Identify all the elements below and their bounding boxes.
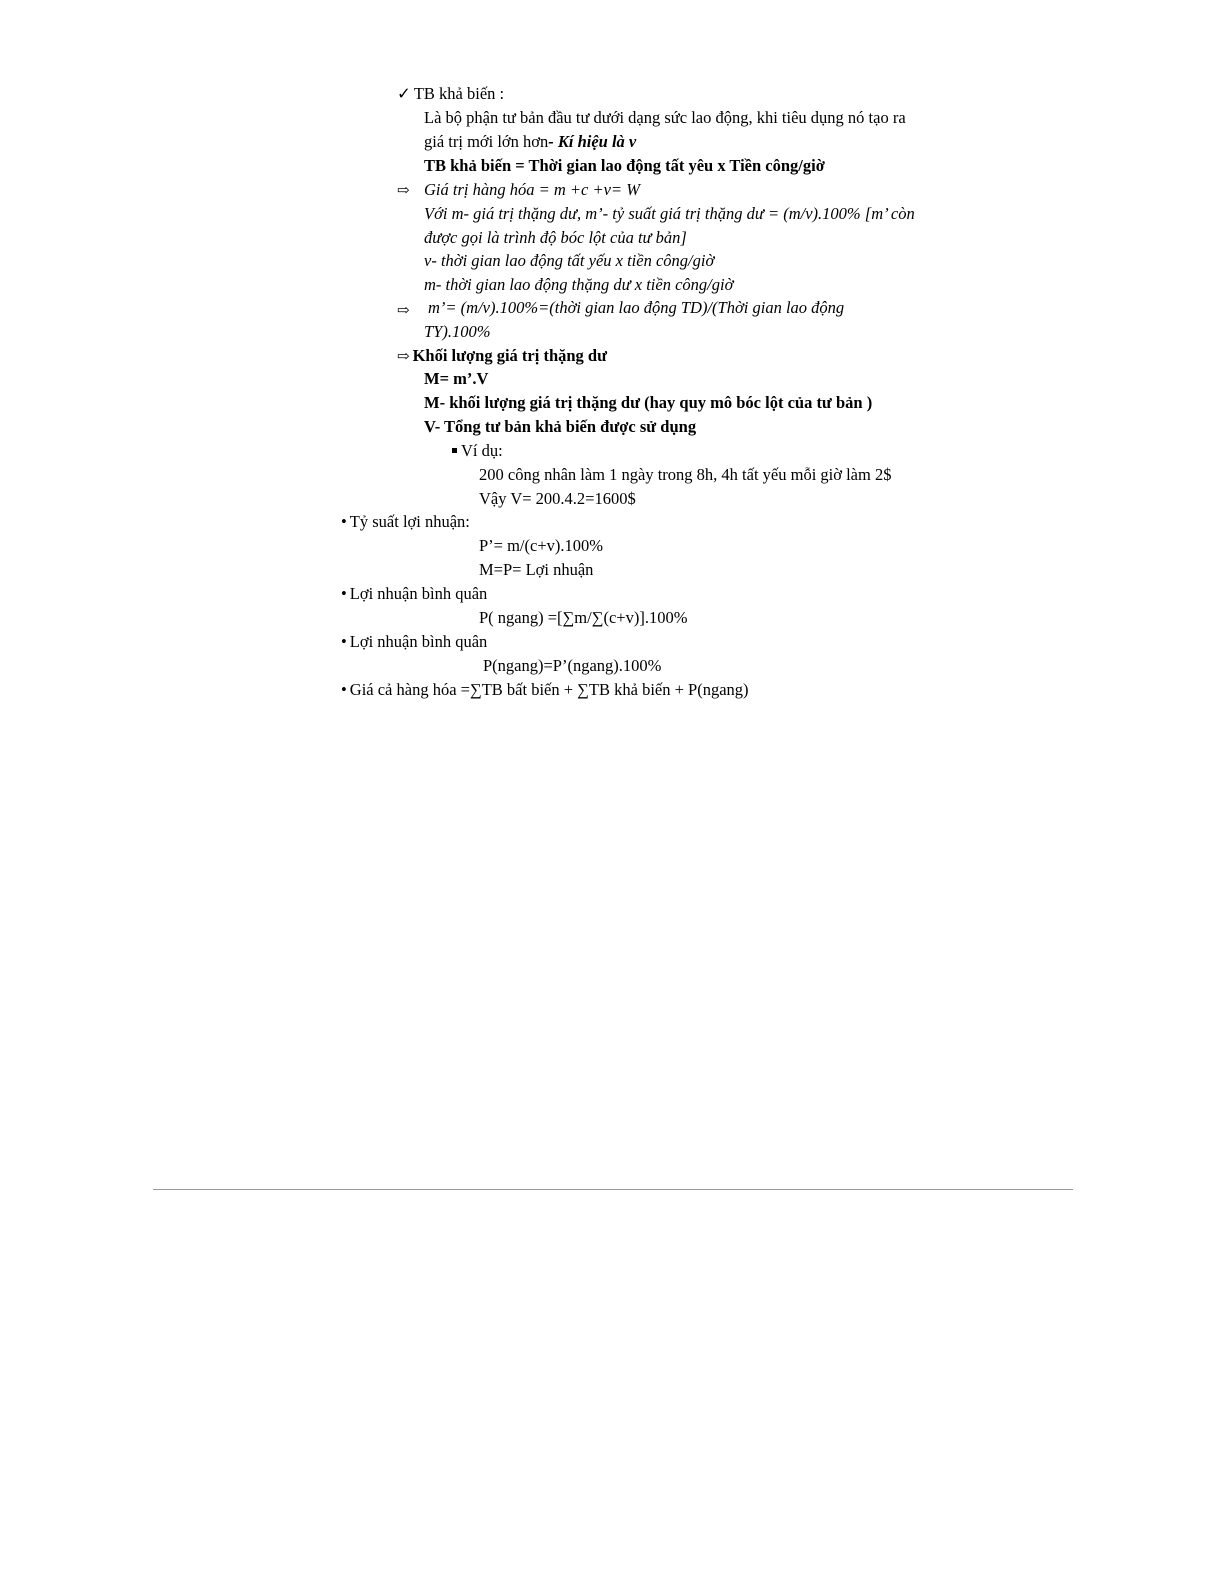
average-profit-formula-1: P( ngang) =[∑m/∑(c+v)].100% bbox=[479, 608, 688, 627]
bullet-icon: • bbox=[341, 512, 347, 531]
average-profit-formula-2: P(ngang)=P’(ngang).100% bbox=[483, 656, 662, 675]
example-line-1: 200 công nhân làm 1 ngày trong 8h, 4h tất yếu mỗi giờ làm 2$ bbox=[479, 465, 892, 484]
commodity-value-formula: Giá trị hàng hóa = m +c +v= W bbox=[424, 180, 640, 199]
arrow-right-icon: ⇨ bbox=[397, 183, 410, 199]
m-prime-formula-line-1: m’= (m/v).100%=(thời gian lao động TD)/(Thời gian lao động bbox=[428, 298, 845, 317]
arrow-right-icon: ⇨ bbox=[397, 349, 410, 365]
khoi-luong-heading: Khối lượng giá trị thặng dư bbox=[412, 346, 608, 365]
profit-rate-heading: Tỷ suất lợi nhuận: bbox=[349, 512, 470, 531]
definition-line-2 bbox=[424, 132, 636, 152]
example-label-row bbox=[452, 441, 503, 461]
v-definition: v- thời gian lao động tất yếu x tiền công/giờ bbox=[424, 251, 715, 270]
tb-kha-bien-heading-row bbox=[397, 84, 504, 104]
average-profit-heading-1: Lợi nhuận bình quân bbox=[349, 584, 488, 603]
tb-kha-bien-formula: TB khả biến = Thời gian lao động tất yêu x Tiền công/giờ bbox=[424, 156, 825, 175]
m-definition: m- thời gian lao động thặng dư x tiền công/giờ bbox=[424, 275, 734, 294]
M-formula: M= m’.V bbox=[424, 369, 489, 388]
surplus-definition-line-1: Với m- giá trị thặng dư, m’- tỷ suất giá trị thặng dư = (m/v).100% [m’ còn bbox=[424, 204, 915, 223]
khoi-luong-heading-row bbox=[397, 346, 607, 367]
V-definition: V- Tổng tư bản khả biến được sử dụng bbox=[424, 417, 697, 436]
average-profit-heading-2: Lợi nhuận bình quân bbox=[349, 632, 488, 651]
surplus-definition-line-2: được gọi là trình độ bóc lột của tư bản] bbox=[424, 228, 687, 247]
average-profit-heading-row-2 bbox=[341, 632, 487, 652]
commodity-price-formula: Giá cả hàng hóa =∑TB bất biến + ∑TB khả biến + P(ngang) bbox=[349, 680, 749, 699]
definition-line-1: Là bộ phận tư bản đầu tư dưới dạng sức lao động, khi tiêu dụng nó tạo ra bbox=[424, 108, 906, 127]
definition-line-2-prefix: giá trị mới lớn hơn bbox=[424, 132, 549, 151]
page-divider bbox=[153, 1189, 1073, 1190]
bullet-icon: • bbox=[341, 632, 347, 651]
square-bullet-icon bbox=[452, 448, 457, 453]
symbol-note: - Kí hiệu là v bbox=[548, 132, 637, 151]
profit-rate-heading-row bbox=[341, 512, 470, 532]
example-line-2: Vậy V= 200.4.2=1600$ bbox=[479, 489, 636, 508]
average-profit-heading-row-1 bbox=[341, 584, 487, 604]
checkmark-icon: ✓ bbox=[397, 84, 411, 103]
tb-kha-bien-heading: TB khả biến : bbox=[413, 84, 505, 103]
M-definition: M- khối lượng giá trị thặng dư (hay quy mô bóc lột của tư bản ) bbox=[424, 393, 873, 412]
profit-rate-formula-1: P’= m/(c+v).100% bbox=[479, 536, 604, 555]
profit-rate-formula-2: M=P= Lợi nhuận bbox=[479, 560, 594, 579]
bullet-icon: • bbox=[341, 584, 347, 603]
m-prime-formula-line-2: TY).100% bbox=[424, 322, 491, 341]
commodity-price-row bbox=[341, 680, 749, 700]
example-label: Ví dụ: bbox=[461, 441, 503, 460]
arrow-right-icon: ⇨ bbox=[397, 303, 410, 319]
bullet-icon: • bbox=[341, 680, 347, 699]
